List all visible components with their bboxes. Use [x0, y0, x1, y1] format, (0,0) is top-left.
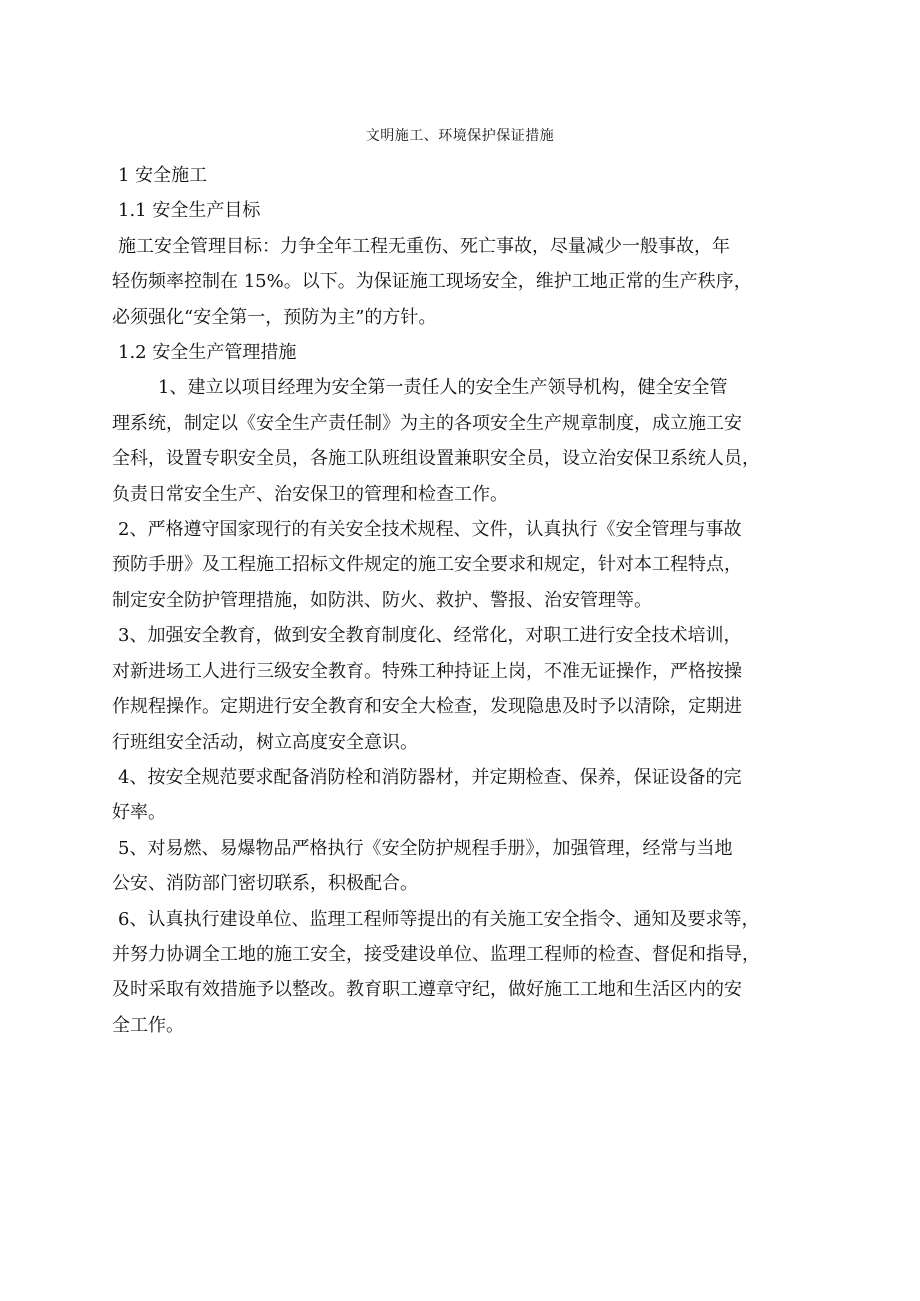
paragraph-line: 理系统，制定以《安全生产责任制》为主的各项安全生产规章制度，成立施工安 [112, 412, 742, 434]
paragraph-line: 对新进场工人进行三级安全教育。特殊工种持证上岗，不准无证操作，严格按操 [112, 660, 742, 682]
document-title: 文明施工、环境保护保证措施 [365, 128, 555, 144]
paragraph-line: 轻伤频率控制在 15%。以下。为保证施工现场安全，维护工地正常的生产秩序， [112, 271, 752, 293]
subsection-heading: 1.2 安全生产管理措施 [118, 342, 297, 364]
subsection-heading: 1.1 安全生产目标 [118, 200, 261, 222]
paragraph-line: 全科，设置专职安全员，各施工队班组设置兼职安全员，设立治安保卫系统人员， [112, 448, 760, 470]
paragraph-line: 4、按安全规范要求配备消防栓和消防器材，并定期检查、保养，保证设备的完 [118, 766, 742, 788]
paragraph-line: 及时采取有效措施予以整改。教育职工遵章守纪，做好施工工地和生活区内的安 [112, 979, 742, 1001]
paragraph-line: 6、认真执行建设单位、监理工程师等提出的有关施工安全指令、通知及要求等， [118, 908, 760, 930]
paragraph-line: 负责日常安全生产、治安保卫的管理和检查工作。 [112, 483, 508, 505]
section-heading: 1 安全施工 [118, 165, 208, 186]
document-body [112, 158, 812, 1043]
paragraph-line: 5、对易燃、易爆物品严格执行《安全防护规程手册》，加强管理，经常与当地 [118, 837, 733, 859]
paragraph-line: 全工作。 [112, 1014, 184, 1036]
paragraph-line: 公安、消防部门密切联系，积极配合。 [112, 873, 418, 895]
paragraph-line: 必须强化“安全第一，预防为主”的方针。 [112, 306, 437, 328]
paragraph-line: 好率。 [112, 802, 166, 824]
paragraph-line: 预防手册》及工程施工招标文件规定的施工安全要求和规定，针对本工程特点， [112, 554, 742, 576]
paragraph-line: 施工安全管理目标：力争全年工程无重伤、死亡事故，尽量减少一般事故，年 [118, 235, 730, 257]
paragraph-line: 1、建立以项目经理为安全第一责任人的安全生产领导机构，健全安全管 [158, 377, 728, 399]
paragraph-line: 并努力协调全工地的施工安全，接受建设单位、监理工程师的检查、督促和指导， [112, 943, 760, 965]
paragraph-line: 行班组安全活动，树立高度安全意识。 [112, 731, 418, 753]
paragraph-line: 2、严格遵守国家现行的有关安全技术规程、文件，认真执行《安全管理与事故 [118, 519, 742, 541]
paragraph-line: 3、加强安全教育，做到安全教育制度化、经常化，对职工进行安全技术培训， [118, 625, 742, 647]
paragraph-line: 制定安全防护管理措施，如防洪、防火、救护、警报、治安管理等。 [112, 589, 652, 611]
paragraph-line: 作规程操作。定期进行安全教育和安全大检查，发现隐患及时予以清除，定期进 [112, 696, 742, 718]
